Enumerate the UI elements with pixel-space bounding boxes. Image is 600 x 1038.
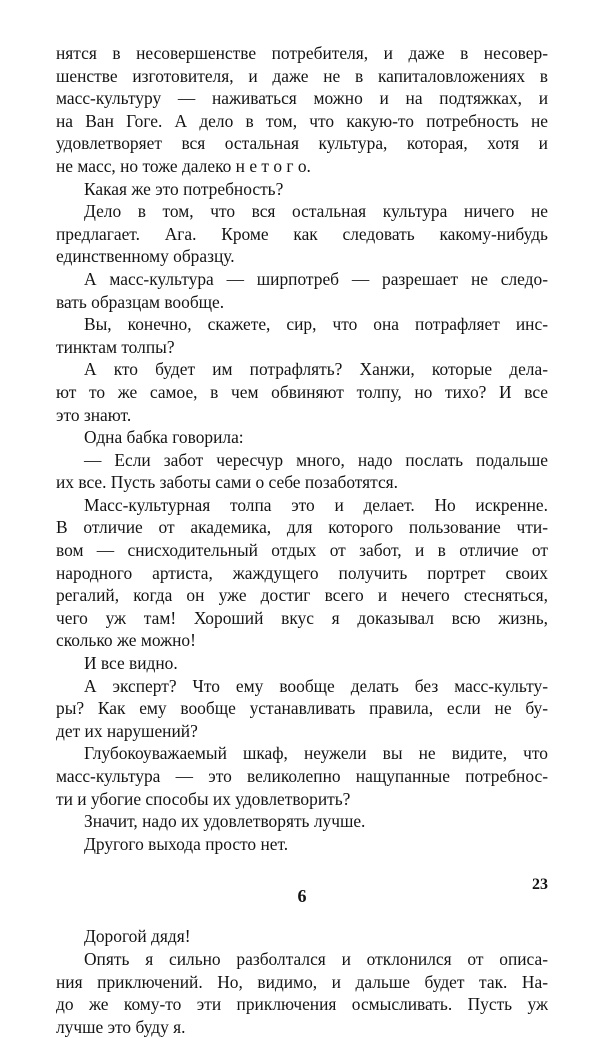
- paragraph: [56, 313, 548, 358]
- text-line: дет их нарушений?: [56, 720, 198, 741]
- text-line: предлагает. Ага. Кроме как следовать какому-нибудь: [56, 223, 548, 244]
- paragraph: [56, 200, 548, 268]
- text-line: народного артиста, жаждущего получить портрет своих: [56, 562, 548, 583]
- paragraph: [56, 426, 548, 449]
- text-line: В отличие от академика, для которого пользование чти-: [56, 517, 548, 538]
- text-line: ти и убогие способы их удовлетворить?: [56, 788, 351, 809]
- paragraph: [56, 268, 548, 313]
- body-text-before-chapter: [56, 42, 548, 855]
- text-line: единственному образцу.: [56, 246, 235, 267]
- text-line: ния приключений. Но, видимо, и дальше будет так. На-: [56, 971, 548, 992]
- page-number: 23: [532, 876, 548, 893]
- text-line: регалий, когда он уже достиг всего и нечего стесняться,: [56, 585, 548, 606]
- text-line: удовлетворяет вся остальная культура, которая, хотя и: [56, 133, 548, 154]
- paragraph: [56, 178, 548, 201]
- text-line: шенстве изготовителя, и даже не в капиталовложениях в: [56, 65, 548, 86]
- paragraph: [56, 925, 548, 948]
- text-line: тинктам толпы?: [56, 336, 175, 357]
- paragraph: [56, 948, 548, 1038]
- text-line: ры? Как ему вообще устанавливать правила, если не бу-: [56, 698, 548, 719]
- paragraph: [56, 675, 548, 743]
- text-line: Одна бабка говорила:: [84, 427, 244, 448]
- paragraph: [56, 742, 548, 810]
- text-line: Масс-культурная толпа это и делает. Но искренне.: [84, 494, 548, 515]
- chapter-number: 6: [297, 886, 307, 907]
- book-page: [56, 42, 548, 1037]
- text-line: А эксперт? Что ему вообще делать без масс-культу-: [84, 675, 548, 696]
- text-line: масс-культуру — наживаться можно и на подтяжках, и: [56, 88, 548, 109]
- text-line: Опять я сильно разболтался и отклонился от описа-: [84, 948, 548, 969]
- text-line: И все видно.: [84, 653, 178, 674]
- paragraph: [56, 833, 548, 856]
- body-text-after-chapter: [56, 925, 548, 1038]
- text-line: до же кому-то эти приключения осмысливать. Пусть уж: [56, 994, 548, 1015]
- text-line: Другого выхода просто нет.: [84, 833, 289, 854]
- text-line: на Ван Гоге. А дело в том, что какую-то потребность не: [56, 110, 548, 131]
- text-line: сколько же можно!: [56, 630, 196, 651]
- paragraph: [56, 42, 548, 178]
- text-line: лучше это буду я.: [56, 1016, 186, 1037]
- text-line: Дорогой дядя!: [84, 926, 191, 947]
- text-line: их все. Пусть заботы сами о себе позаботятся.: [56, 472, 399, 493]
- text-line: вом — снисходительный отдых от забот, и в отличие от: [56, 540, 548, 561]
- text-line: Глубокоуважаемый шкаф, неужели вы не видите, что: [84, 743, 548, 764]
- text-line: А масс-культура — ширпотреб — разрешает не следо-: [84, 268, 548, 289]
- text-line: Какая же это потребность?: [84, 178, 284, 199]
- text-line: ют то же самое, в чем обвиняют толпу, но тихо? И все: [56, 381, 548, 402]
- text-line: — Если забот чересчур много, надо послать подальше: [84, 449, 548, 470]
- paragraph: [56, 494, 548, 652]
- paragraph: [56, 449, 548, 494]
- text-line: Значит, надо их удовлетворять лучше.: [84, 811, 366, 832]
- text-line: вать образцам вообще.: [56, 291, 225, 312]
- paragraph: [56, 358, 548, 426]
- text-line: Вы, конечно, скажете, сир, что она потрафляет инс-: [84, 314, 548, 335]
- paragraph: [56, 652, 548, 675]
- text-line: не масс, но тоже далеко н е т о г о.: [56, 155, 311, 176]
- text-line: А кто будет им потрафлять? Ханжи, которые дела-: [84, 359, 548, 380]
- text-line: масс-культура — это великолепно нащупанные потребнос-: [56, 766, 548, 786]
- paragraph: [56, 810, 548, 833]
- text-line: Дело в том, что вся остальная культура ничего не: [84, 201, 548, 222]
- text-line: чего уж там! Хороший вкус я доказывал всю жизнь,: [56, 607, 548, 628]
- text-line: это знают.: [56, 404, 132, 425]
- text-line: нятся в несовершенстве потребителя, и даже в несовер-: [56, 43, 548, 63]
